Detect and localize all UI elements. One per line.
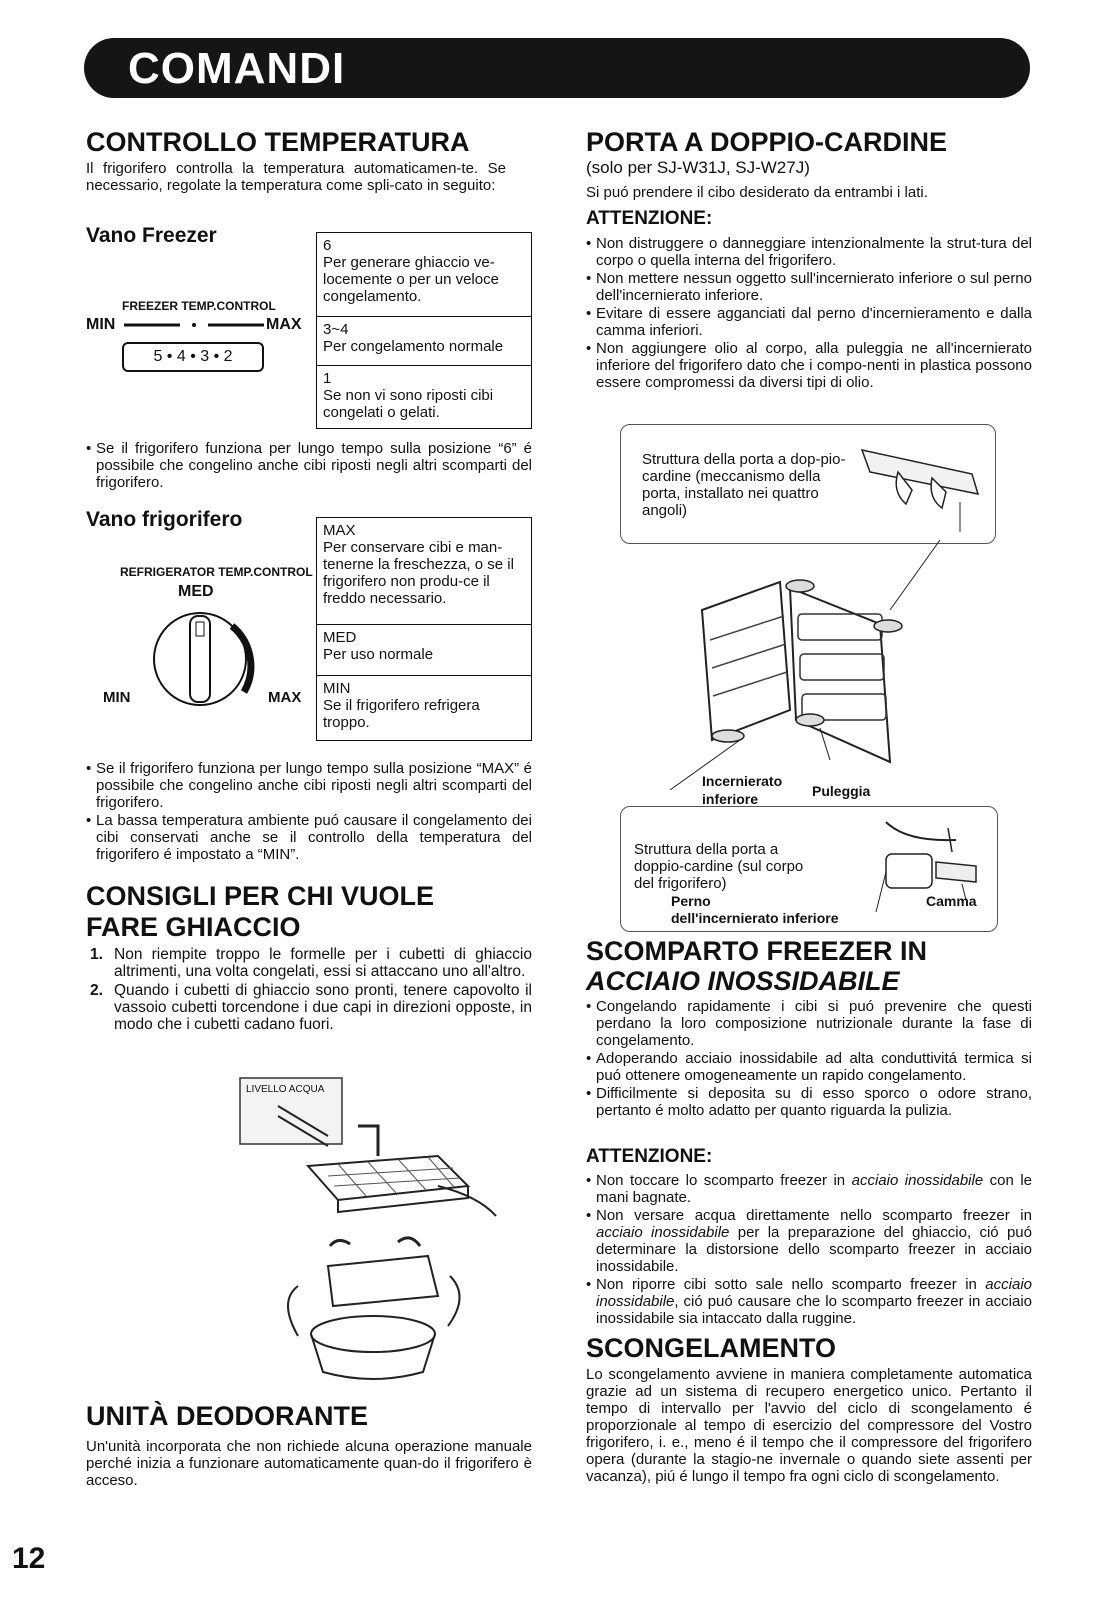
fridge-row (317, 676, 531, 740)
porta-attention-title: ATTENZIONE: (586, 208, 713, 229)
scongelamento-title: SCONGELAMENTO (586, 1333, 837, 1363)
porta-subtitle: (solo per SJ-W31J, SJ-W27J) (586, 158, 810, 177)
step-number: 1. (90, 946, 103, 963)
perno-label-2: dell'incernierato inferiore (671, 910, 839, 926)
attention-item (586, 1207, 1032, 1275)
fridge-row (317, 518, 531, 625)
scomparto-title-line2: ACCIAIO INOSSIDABILE (586, 966, 900, 996)
consigli-title-line1: CONSIGLI PER CHI VUOLE (86, 881, 435, 911)
scomparto-attention-title: ATTENZIONE: (586, 1146, 713, 1167)
controllo-title: CONTROLLO TEMPERATURA (86, 127, 470, 157)
row-text: Per uso normale (323, 646, 434, 663)
perno-label: Perno (671, 893, 711, 909)
fridge-note: • La bassa temperatura ambiente puó causare il congelamento dei cibi conservati anche se il controllo della temperatura del frigorifero é impostato a “MIN”. (86, 812, 532, 863)
freezer-note: • Se il frigorifero funziona per lungo tempo sulla posizione “6” é possibile che congelino anche cibi riposti negli altri scomparti del frigorifero. (86, 440, 532, 491)
fridge-max-label: MAX (268, 689, 302, 706)
fridge-min-label: MIN (103, 689, 131, 706)
text-part: Non riporre cibi sotto sale nello scomparto freezer in (596, 1276, 986, 1293)
freezer-settings-table (316, 232, 532, 429)
fridge-settings-table (316, 517, 532, 741)
step-text: Quando i cubetti di ghiaccio sono pronti, tenere capovolto il vassoio cubetti torcendone i due capi in direzioni opposte, in modo che i cubetti cadano fuori. (114, 982, 532, 1033)
freezer-notes (86, 440, 532, 492)
camma-label: Camma (926, 893, 977, 909)
row-text: Per generare ghiaccio ve-locemente o per un veloce congelamento. (323, 254, 499, 305)
row-key: MED (323, 629, 357, 646)
freezer-slider-track (124, 318, 264, 332)
text-part: con le mani bagnate. (596, 1172, 1032, 1206)
step-item (86, 946, 532, 980)
attention-item: • Evitare di essere agganciati dal perno d'incernieramento e dalla camma inferiori. (586, 305, 1032, 339)
text-part: per la preparazione del ghiaccio, ció puó determinare la distorsione dello scomparto freezer in acciaio inossidabile. (596, 1224, 1032, 1275)
fridge-notes (86, 760, 532, 864)
fridge-note: • Se il frigorifero funziona per lungo tempo sulla posizione “MAX” é possibile che congelino anche cibi riposti negli altri scomparti del frigorifero. (86, 760, 532, 811)
attention-item: • Non mettere nessun oggetto sull'incernierato inferiore o sul perno dell'incernierato inferiore. (586, 270, 1032, 304)
row-key: 1 (323, 370, 332, 387)
fridge-med-label: MED (178, 583, 214, 600)
deodorante-title: UNITÀ DEODORANTE (86, 1401, 368, 1431)
water-level-label: LIVELLO ACQUA (246, 1084, 325, 1095)
attention-item: • Non aggiungere olio al corpo, alla puleggia ne all'incernierato inferiore del frigorifero dato che i compo-nenti in plastica possono essere compromessi da diversi tipi di olio. (586, 340, 1032, 391)
porta-title: PORTA A DOPPIO-CARDINE (586, 127, 948, 157)
scongelamento-text: Lo scongelamento avviene in maniera completamente automatica grazie ad un sistema di recupero energetico unico. Pertanto il tempo di intervallo per l'avvio del ciclo di scongelamento é proporzionale al tempo di esercizio del compressore del Vostro frigorifero, i. e., meno é il tempo che il compressore del frigorifero opera (durante la stagio-ne invernale o quando siete assenti per vacanza), piú é lungo il tempo fra ogni ciclo di scongelamento. (586, 1366, 1032, 1485)
attention-item (586, 1172, 1032, 1206)
row-key: MIN (323, 680, 351, 697)
fridge-dial[interactable] (140, 604, 260, 714)
step-number: 2. (90, 982, 103, 999)
controllo-intro: Il frigorifero controlla la temperatura automaticamen-te. Se necessario, regolate la temperatura come spli-cato in seguito: (86, 160, 506, 194)
fridge-control-label: REFRIGERATOR TEMP.CONTROL (120, 565, 313, 579)
incernierato-label: Incernierato (702, 773, 783, 789)
fig-top-text: Struttura della porta a dop-pio-cardine (meccanismo della porta, installato nei quattro angoli) (642, 451, 846, 519)
scomparto-attention-list (586, 1172, 1032, 1328)
row-text: Per conservare cibi e man-tenerne la freschezza, o se il frigorifero non produ-ce il freddo necessario. (323, 539, 514, 607)
scomparto-bullet: • Congelando rapidamente i cibi si puó prevenire che questi perdano la loro composizione nutrizionale durante la fase di congelamento. (586, 998, 1032, 1049)
text-part: , ció puó causare che lo scomparto freezer in acciaio inossidabile sia intaccato dalla ruggine. (596, 1293, 1032, 1327)
fig-bottom-text: Struttura della porta a doppio-cardine (sul corpo del frigorifero) (634, 841, 804, 892)
scomparto-title-line1: SCOMPARTO FREEZER IN (586, 936, 928, 966)
freezer-row (317, 366, 531, 428)
porta-attention-list (586, 235, 1032, 392)
scomparto-bullets (586, 998, 1032, 1120)
freezer-row (317, 233, 531, 317)
freezer-title: Vano Freezer (86, 224, 217, 247)
text-italic: acciaio inossidabile (596, 1224, 730, 1241)
text-italic: acciaio inossidabile (851, 1172, 984, 1189)
ice-tray-illustration (238, 1076, 498, 1386)
consigli-steps (86, 946, 532, 1035)
freezer-max-label: MAX (266, 316, 302, 333)
row-key: 3~4 (323, 321, 349, 338)
scomparto-bullet: • Adoperando acciaio inossidabile ad alta conduttivitá termica si puó ottenere omogeneamente un rapido congelamento. (586, 1050, 1032, 1084)
header-banner (84, 38, 1030, 98)
inferiore-label: inferiore (702, 791, 759, 807)
fridge-title: Vano frigorifero (86, 508, 243, 531)
freezer-control-label: FREEZER TEMP.CONTROL (122, 299, 276, 313)
attention-item: • Non distruggere o danneggiare intenzionalmente la strut-tura del corpo o quella interna del frigorifero. (586, 235, 1032, 269)
hinge-detail-illustration (852, 432, 988, 536)
row-key: MAX (323, 522, 356, 539)
consigli-title-line2: FARE GHIACCIO (86, 912, 301, 942)
text-part: Non toccare lo scomparto freezer in (596, 1172, 852, 1189)
attention-item (586, 1276, 1032, 1327)
page-number: 12 (12, 1542, 46, 1575)
step-item (86, 982, 532, 1033)
row-text: Per congelamento normale (323, 338, 504, 355)
row-key: 6 (323, 237, 332, 254)
fridge-row (317, 625, 531, 676)
row-text: Se il frigorifero refrigera troppo. (323, 697, 480, 731)
puleggia-label: Puleggia (812, 783, 871, 799)
fridge-interior-illustration (650, 540, 950, 790)
scomparto-bullet: • Difficilmente si deposita su di esso sporco o odore strano, pertanto é molto adatto per quanto riguarda la pulizia. (586, 1085, 1032, 1119)
page-title: COMANDI (128, 44, 346, 93)
freezer-min-label: MIN (86, 316, 116, 333)
step-text: Non riempite troppo le formelle per i cubetti di ghiaccio altrimenti, una volta congelati, essi si attaccano uno all'altro. (114, 946, 532, 980)
deodorante-text: Un'unità incorporata che non richiede alcuna operazione manuale perché inizia a funzionare automaticamente quan-do il frigorifero è acceso. (86, 1438, 532, 1489)
text-part: Non versare acqua direttamente nello scomparto freezer in (596, 1207, 1032, 1224)
porta-intro: Si puó prendere il cibo desiderato da entrambi i lati. (586, 184, 928, 201)
freezer-dial-scale: 5 • 4 • 3 • 2 (122, 342, 264, 372)
freezer-row (317, 317, 531, 366)
text-italic: acciaio inossidabile (596, 1276, 1032, 1310)
row-text: Se non vi sono riposti cibi congelati o gelati. (323, 387, 494, 421)
